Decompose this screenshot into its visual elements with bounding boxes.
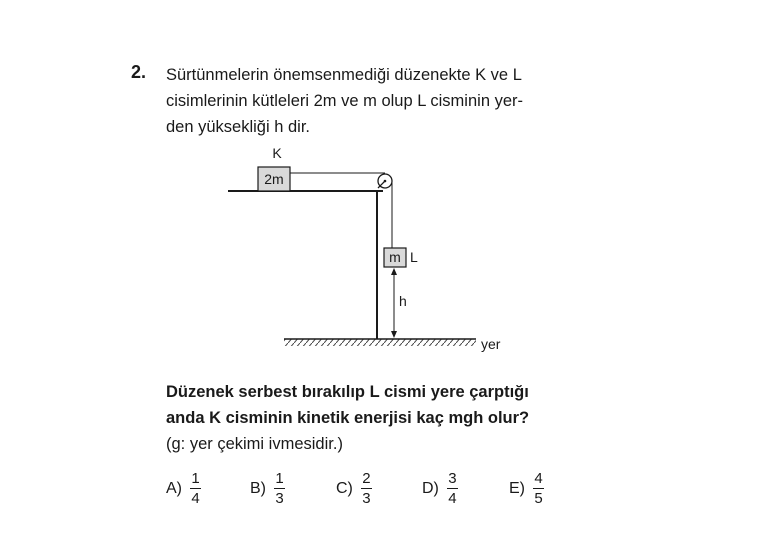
option-c-fraction	[361, 470, 372, 507]
question-ask	[166, 379, 626, 457]
option-e-numerator: 4	[534, 470, 543, 487]
block-k-mass: 2m	[264, 171, 284, 187]
option-e-denominator: 5	[534, 490, 543, 507]
fraction-bar	[190, 488, 201, 489]
option-a-numerator: 1	[191, 470, 200, 487]
fraction-bar	[447, 488, 458, 489]
stem-line-3: den yüksekliği h dir.	[166, 118, 310, 136]
option-e-label: E)	[509, 479, 525, 497]
option-c-label: C)	[336, 479, 353, 497]
height-arrow-head-up	[391, 268, 397, 275]
option-e[interactable]	[509, 470, 544, 507]
option-c[interactable]	[336, 470, 372, 507]
option-d-fraction	[447, 470, 458, 507]
ground-label: yer	[481, 336, 501, 352]
option-b-label: B)	[250, 479, 266, 497]
block-k-name: K	[272, 145, 282, 161]
option-b[interactable]	[250, 470, 285, 507]
option-e-fraction	[533, 470, 544, 507]
option-c-denominator: 3	[362, 490, 371, 507]
stem-line-1: Sürtünmelerin önemsenmediği düzenekte K ve L	[166, 66, 522, 84]
option-d-numerator: 3	[448, 470, 457, 487]
fraction-bar	[533, 488, 544, 489]
fraction-bar	[361, 488, 372, 489]
block-l-mass: m	[389, 249, 401, 265]
option-d-label: D)	[422, 479, 439, 497]
block-l-name: L	[410, 249, 418, 265]
option-c-numerator: 2	[362, 470, 371, 487]
ask-line-2: anda K cisminin kinetik enerjisi kaç mgh olur?	[166, 409, 530, 427]
option-b-denominator: 3	[275, 490, 284, 507]
ask-note: (g: yer çekimi ivmesidir.)	[166, 435, 343, 453]
height-arrow-head-down	[391, 331, 397, 338]
option-b-numerator: 1	[275, 470, 284, 487]
question-number: 2.	[131, 62, 147, 82]
option-d-denominator: 4	[448, 490, 457, 507]
ground-hatch	[284, 339, 476, 346]
fraction-bar	[274, 488, 285, 489]
option-a[interactable]	[166, 470, 201, 507]
ask-line-1: Düzenek serbest bırakılıp L cismi yere çarptığı	[166, 383, 529, 401]
option-a-denominator: 4	[191, 490, 200, 507]
option-b-fraction	[274, 470, 285, 507]
height-label: h	[399, 293, 407, 309]
stem-line-2: cisimlerinin kütleleri 2m ve m olup L cisminin yer-	[166, 92, 523, 110]
option-a-label: A)	[166, 479, 182, 497]
option-a-fraction	[190, 470, 201, 507]
option-d[interactable]	[422, 470, 458, 507]
